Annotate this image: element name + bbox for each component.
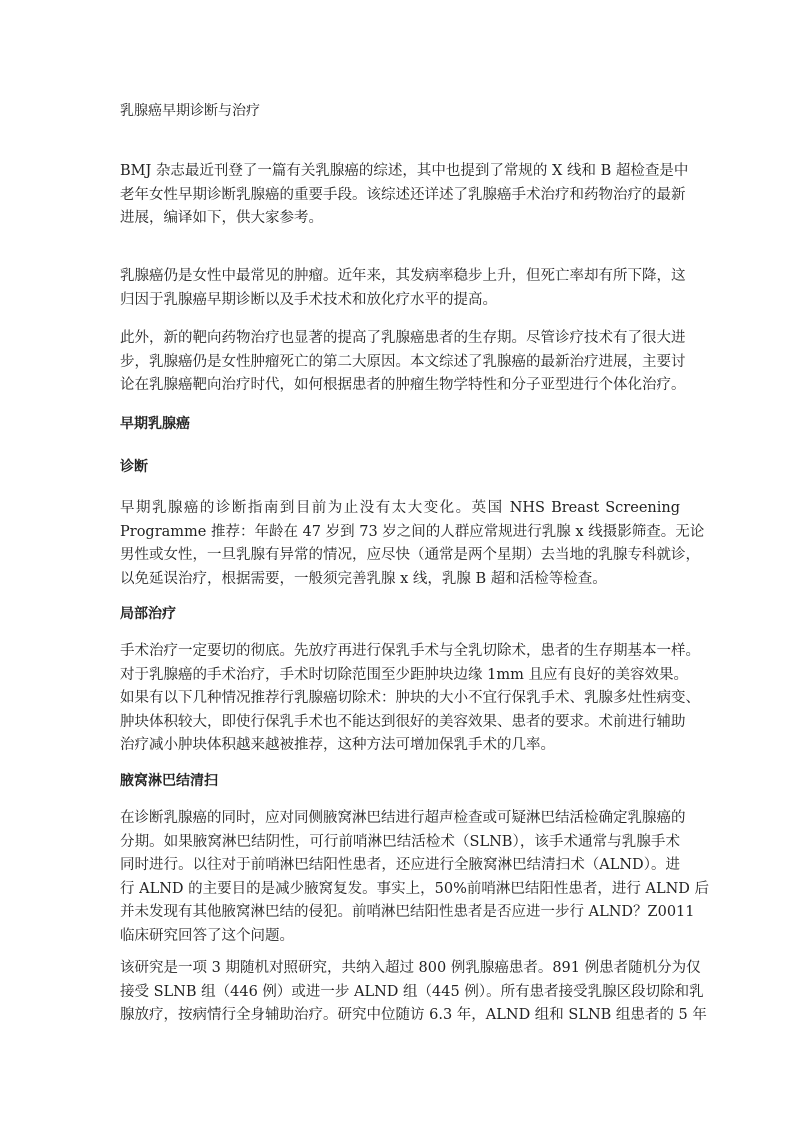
text-line: 并未发现有其他腋窝淋巴结的侵犯。前哨淋巴结阳性患者是否应进一步行 ALND？Z0011 bbox=[120, 904, 695, 920]
text-line: 如果有以下几种情况推荐行乳腺癌切除术：肿块的大小不宜行保乳手术、乳腺多灶性病变、 bbox=[120, 690, 700, 706]
text-line: 腺放疗，按病情行全身辅助治疗。研究中位随访 6.3 年，ALND 组和 SLNB 组患者的 5 年 bbox=[120, 1007, 707, 1023]
text-line: 进展，编译如下，供大家参考。 bbox=[120, 210, 323, 226]
text-line: Programme 推荐：年龄在 47 岁到 73 岁之间的人群应常规进行乳腺 x 线摄影筛查。无论 bbox=[120, 523, 705, 540]
heading-diagnosis: 诊断 bbox=[120, 459, 148, 475]
text-line: BMJ 杂志最近刊登了一篇有关乳腺癌的综述，其中也提到了常规的 X 线和 B 超检查是中 bbox=[120, 163, 689, 179]
heading-early-breast-cancer: 早期乳腺癌 bbox=[120, 416, 190, 432]
text-line: 以免延误治疗，根据需要，一般须完善乳腺 x 线，乳腺 B 超和活检等检查。 bbox=[120, 570, 607, 587]
text-line: 男性或女性，一旦乳腺有异常的情况，应尽快（通常是两个星期）去当地的乳腺专科就诊， bbox=[120, 547, 700, 563]
text-line: 归因于乳腺癌早期诊断以及手术技术和放化疗水平的提高。 bbox=[120, 291, 497, 308]
text-line: 接受 SLNB 组（446 例）或进一步 ALND 组（445 例）。所有患者接受乳腺区段切除和乳 bbox=[120, 983, 704, 1000]
text-line: 分期。如果腋窝淋巴结阴性，可行前哨淋巴结活检术（SLNB），该手术通常与乳腺手术 bbox=[120, 833, 680, 850]
paragraph-diagnosis bbox=[120, 497, 705, 591]
text-line: 同时进行。以往对于前哨淋巴结阳性患者，还应进行全腋窝淋巴结清扫术（ALND）。进 bbox=[120, 857, 680, 873]
text-line: 对于乳腺癌的手术治疗，手术时切除范围至少距肿块边缘 1mm 且应有良好的美容效果。 bbox=[120, 666, 688, 683]
text-line: 手术治疗一定要切的彻底。先放疗再进行保乳手术与全乳切除术，患者的生存期基本一样。 bbox=[120, 643, 700, 659]
heading-local-treatment: 局部治疗 bbox=[120, 606, 176, 622]
heading-axillary-dissection: 腋窝淋巴结清扫 bbox=[120, 773, 218, 789]
text-line: 肿块体积较大，即使行保乳手术也不能达到很好的美容效果、患者的要求。术前进行辅助 bbox=[120, 713, 686, 730]
paragraph-axillary-dissection bbox=[120, 807, 709, 948]
document-title: 乳腺癌早期诊断与治疗 bbox=[120, 103, 260, 119]
text-line: 步，乳腺癌仍是女性肿瘤死亡的第二大原因。本文综述了乳腺癌的最新治疗进展，主要讨 bbox=[120, 353, 686, 370]
text-line: 早期乳腺癌的诊断指南到目前为止没有太大变化。英国 NHS Breast Screening bbox=[120, 500, 680, 516]
text-line: 乳腺癌仍是女性中最常见的肿瘤。近年来，其发病率稳步上升，但死亡率却有所下降，这 bbox=[120, 268, 686, 284]
paragraph-local-treatment bbox=[120, 640, 700, 758]
text-line: 在诊断乳腺癌的同时，应对同侧腋窝淋巴结进行超声检查或可疑淋巴结活检确定乳腺癌的 bbox=[120, 810, 686, 826]
text-line: 老年女性早期诊断乳腺癌的重要手段。该综述还详述了乳腺癌手术治疗和药物治疗的最新 bbox=[120, 186, 686, 203]
text-line: 临床研究回答了这个问题。 bbox=[120, 927, 294, 944]
paragraph-targeted-therapy bbox=[120, 327, 686, 398]
text-line: 该研究是一项 3 期随机对照研究，共纳入超过 800 例乳腺癌患者。891 例患者随机分为仅 bbox=[120, 960, 701, 976]
paragraph-incidence bbox=[120, 265, 686, 312]
text-line: 此外，新的靶向药物治疗也显著的提高了乳腺癌患者的生存期。尽管诊疗技术有了很大进 bbox=[120, 330, 686, 346]
paragraph-trial bbox=[120, 957, 707, 1028]
text-line: 行 ALND 的主要目的是减少腋窝复发。事实上，50%前哨淋巴结阳性患者，进行 ALND 后 bbox=[120, 880, 709, 897]
text-line: 治疗减小肿块体积越来越被推荐，这种方法可增加保乳手术的几率。 bbox=[120, 737, 555, 753]
text-line: 论在乳腺癌靶向治疗时代，如何根据患者的肿瘤生物学特性和分子亚型进行个体化治疗。 bbox=[120, 377, 686, 393]
intro-paragraph bbox=[120, 160, 689, 231]
